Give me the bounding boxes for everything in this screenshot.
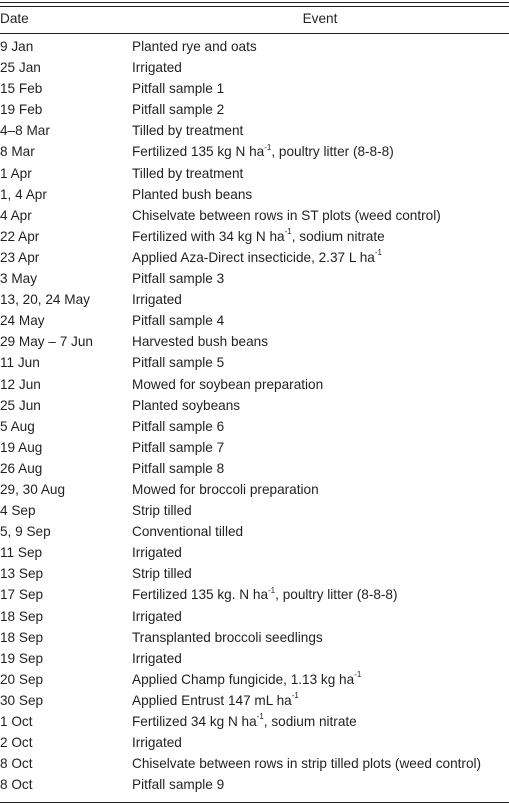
row-date: 1 Apr [0, 165, 32, 181]
row-date: 5 Aug [0, 418, 35, 434]
row-date: 13 Sep [0, 566, 44, 582]
row-event [132, 458, 224, 479]
row-event-text: Pitfall sample 9 [132, 777, 225, 793]
row-event [132, 163, 243, 184]
row-event-text: Mowed for broccoli preparation [132, 481, 319, 497]
table-row [0, 521, 509, 542]
row-event [132, 542, 182, 563]
row-date: 9 Jan [0, 39, 34, 54]
row-event [132, 374, 323, 395]
row-date: 25 Jun [0, 397, 41, 413]
row-event-tail: , poultry litter (8-8-8) [271, 144, 394, 160]
table-row [0, 690, 509, 711]
row-event [132, 732, 182, 753]
row-event [132, 78, 224, 99]
table-row [0, 753, 509, 774]
row-event [132, 690, 299, 711]
row-date: 4–8 Mar [0, 123, 50, 139]
row-event [132, 416, 224, 437]
row-date: 24 May [0, 313, 45, 329]
row-date: 11 Sep [0, 545, 43, 561]
row-event-text: Transplanted broccoli seedlings [132, 629, 323, 645]
row-event [132, 268, 224, 289]
row-event [132, 289, 182, 310]
row-event [132, 711, 357, 732]
table-row [0, 331, 509, 352]
row-event-tail: , poultry litter (8-8-8) [275, 587, 398, 603]
row-event-text: Pitfall sample 7 [132, 439, 225, 455]
row-date: 23 Apr [0, 249, 40, 265]
row-event [132, 310, 224, 331]
row-date: 12 Jun [0, 376, 41, 392]
row-event [132, 184, 252, 205]
row-event-text: Pitfall sample 3 [132, 271, 225, 287]
row-date: 19 Feb [0, 102, 43, 118]
row-event-text: Planted rye and oats [132, 39, 257, 54]
row-event [132, 648, 182, 669]
row-event [132, 627, 323, 648]
row-date: 26 Aug [0, 460, 43, 476]
table-row [0, 416, 509, 437]
row-event-text: Pitfall sample 1 [132, 81, 225, 97]
row-date: 17 Sep [0, 587, 44, 603]
row-date: 3 May [0, 271, 38, 287]
table-row [0, 99, 509, 120]
row-event-text: Applied Aza-Direct insecticide, 2.37 L ha [132, 249, 375, 265]
row-date: 4 Apr [0, 207, 32, 223]
row-date: 29, 30 Aug [0, 481, 66, 497]
table-row [0, 205, 509, 226]
row-event-text: Tilled by treatment [132, 165, 244, 181]
row-event [132, 606, 182, 627]
table-row [0, 500, 509, 521]
table-bottom-rule [0, 802, 509, 803]
row-event-tail: , sodium nitrate [263, 714, 357, 729]
table-row [0, 437, 509, 458]
table-row [0, 711, 509, 732]
row-event-text: Fertilized 135 kg. N ha [132, 587, 269, 603]
row-event-text: Applied Champ fungicide, 1.13 kg ha [132, 671, 355, 687]
row-event-text: Tilled by treatment [132, 123, 244, 139]
row-event [132, 479, 319, 500]
row-event-text: Irrigated [132, 608, 182, 624]
row-event-text: Planted soybeans [132, 397, 241, 413]
row-event-superscript: -1 [268, 585, 276, 595]
header-event: Event [302, 11, 338, 26]
row-event [132, 395, 240, 416]
table-row [0, 479, 509, 500]
row-date: 18 Sep [0, 608, 44, 624]
row-event [132, 753, 481, 774]
row-date: 5, 9 Sep [0, 524, 51, 540]
row-date: 19 Aug [0, 439, 43, 455]
row-event-superscript: -1 [374, 248, 382, 258]
row-date: 18 Sep [0, 629, 44, 645]
row-event-superscript: -1 [291, 691, 299, 701]
table-row [0, 395, 509, 416]
row-event [132, 205, 441, 226]
row-event [132, 99, 224, 120]
row-date: 8 Oct [0, 777, 33, 793]
row-event-text: Applied Entrust 147 mL ha [132, 692, 292, 708]
row-event-text: Fertilized with 34 kg N ha [132, 228, 285, 244]
row-event-superscript: -1 [284, 227, 292, 237]
row-event-tail: , sodium nitrate [291, 228, 385, 244]
row-event-text: Irrigated [132, 735, 182, 751]
row-event-superscript: -1 [354, 670, 362, 680]
row-event-text: Conventional tilled [132, 524, 244, 540]
row-event-text: Strip tilled [132, 503, 192, 519]
row-event-text: Mowed for soybean preparation [132, 376, 324, 392]
row-event-text: Planted bush beans [132, 186, 253, 202]
row-event [132, 247, 382, 268]
row-event-text: Chiselvate between rows in strip tilled plots (weed control) [132, 756, 482, 772]
row-date: 1 Oct [0, 714, 33, 729]
table-row [0, 648, 509, 669]
table-row [0, 247, 509, 268]
row-event [132, 437, 224, 458]
table-row [0, 268, 509, 289]
row-event-superscript: -1 [256, 712, 264, 722]
table-row [0, 57, 509, 78]
row-event-text: Strip tilled [132, 566, 192, 582]
table-row [0, 352, 509, 373]
row-event [132, 500, 192, 521]
row-date: 8 Oct [0, 756, 33, 772]
row-event-text: Pitfall sample 2 [132, 102, 225, 118]
row-event-text: Pitfall sample 5 [132, 355, 225, 371]
row-event-text: Irrigated [132, 545, 182, 561]
table-row [0, 458, 509, 479]
table-row [0, 774, 509, 795]
table-row [0, 542, 509, 563]
table-row [0, 374, 509, 395]
row-event-text: Irrigated [132, 650, 182, 666]
row-event-text: Irrigated [132, 292, 182, 308]
table-row [0, 289, 509, 310]
row-event [132, 141, 394, 162]
header-date: Date [0, 11, 29, 26]
table-row [0, 163, 509, 184]
row-event-text: Harvested bush beans [132, 334, 269, 350]
row-event [132, 521, 243, 542]
row-date: 1, 4 Apr [0, 186, 47, 202]
table-row [0, 184, 509, 205]
row-event-superscript: -1 [264, 142, 272, 152]
table-body [0, 36, 509, 795]
row-event [132, 563, 192, 584]
row-event [132, 774, 224, 795]
row-date: 15 Feb [0, 81, 43, 97]
table-row [0, 584, 509, 605]
row-event-text: Irrigated [132, 60, 182, 76]
row-event [132, 584, 398, 605]
table-row [0, 226, 509, 247]
row-date: 30 Sep [0, 692, 44, 708]
row-event [132, 226, 385, 247]
row-event-text: Pitfall sample 8 [132, 460, 225, 476]
row-date: 25 Jan [0, 60, 41, 76]
table-row [0, 732, 509, 753]
row-date: 22 Apr [0, 228, 40, 244]
table-row [0, 627, 509, 648]
row-date: 19 Sep [0, 650, 44, 666]
table-row [0, 141, 509, 162]
table-row [0, 669, 509, 690]
row-date: 13, 20, 24 May [0, 292, 90, 308]
table-row [0, 310, 509, 331]
row-event [132, 669, 361, 690]
row-event [132, 36, 257, 57]
row-date: 8 Mar [0, 144, 35, 160]
row-date: 2 Oct [0, 735, 33, 751]
row-date: 29 May – 7 Jun [0, 334, 93, 350]
row-event [132, 120, 243, 141]
row-event [132, 331, 268, 352]
table-row [0, 36, 509, 57]
row-event [132, 352, 224, 373]
row-event-text: Pitfall sample 6 [132, 418, 225, 434]
row-date: 20 Sep [0, 671, 44, 687]
table-top-rule [0, 2, 509, 7]
table-header [0, 8, 509, 30]
table-row [0, 606, 509, 627]
row-event-text: Chiselvate between rows in ST plots (weed control) [132, 207, 441, 223]
row-event [132, 57, 182, 78]
row-event-text: Fertilized 135 kg N ha [132, 144, 265, 160]
row-date: 11 Jun [0, 355, 40, 371]
row-date: 4 Sep [0, 503, 36, 519]
row-event-text: Fertilized 34 kg N ha [132, 714, 257, 729]
row-event-text: Pitfall sample 4 [132, 313, 225, 329]
table-header-rule [0, 33, 509, 34]
table-row [0, 78, 509, 99]
table-row [0, 120, 509, 141]
table-row [0, 563, 509, 584]
